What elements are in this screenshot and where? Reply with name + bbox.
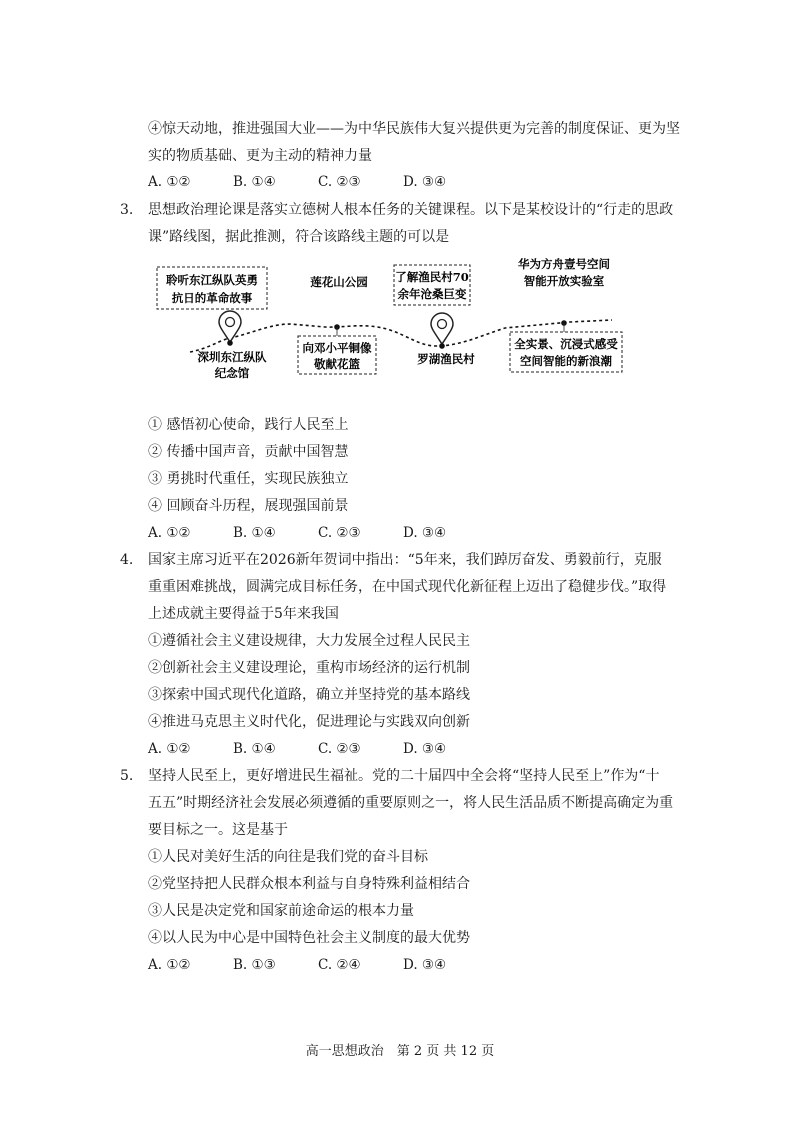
q4-number: 4. <box>120 552 134 568</box>
box3-line2: 余年沧桑巨变 <box>397 287 467 301</box>
q5-stem-line2: 五五”时期经济社会发展必须遵循的重要原则之一，将人民生活品质不断提高确定为重 <box>148 795 674 811</box>
q3-choice-a[interactable]: A. ①② <box>148 525 191 541</box>
loc4-line1: 华为方舟壹号空间 <box>518 257 610 271</box>
q2-choice-a[interactable]: A. ①② <box>148 174 191 190</box>
q4-stem-line1: 国家主席习近平在2026新年贺词中指出：“5年来，我们踔厉奋发、勇毅前行，克服 <box>148 552 662 568</box>
q5-choice-d[interactable]: D. ③④ <box>403 957 447 973</box>
q3-item-1: ① 感悟初心使命，践行人民至上 <box>148 417 349 433</box>
q4-choice-d[interactable]: D. ③④ <box>403 741 447 757</box>
box2-line1: 向邓小平铜像 <box>302 341 372 355</box>
q3-item-2: ② 传播中国声音，贡献中国智慧 <box>148 444 349 460</box>
q4-stem-line3: 上述成就主要得益于5年来我国 <box>148 606 339 622</box>
q4-item-2: ②创新社会主义建设理论，重构市场经济的运行机制 <box>148 660 470 676</box>
loc1-line2: 纪念馆 <box>214 366 250 380</box>
q5-choice-a[interactable]: A. ①② <box>148 957 191 973</box>
q5-item-2: ②党坚持把人民群众根本利益与自身特殊利益相结合 <box>148 876 470 892</box>
loc2-label: 莲花山公园 <box>310 275 368 289</box>
q4-choice-c[interactable]: C. ②③ <box>318 741 361 757</box>
loc3-label: 罗湖渔民村 <box>417 352 475 366</box>
q3-item-4: ④ 回顾奋斗历程，展现强国前景 <box>148 498 349 514</box>
q3-number: 3. <box>120 202 134 218</box>
q3-choices <box>148 523 446 543</box>
q3-choice-c[interactable]: C. ②③ <box>318 525 361 541</box>
q2-choice-d[interactable]: D. ③④ <box>403 174 447 190</box>
q2-option-4-line1: ④惊天动地，推进强国大业——为中华民族伟大复兴提供更为完善的制度保证、更为坚 <box>148 121 680 137</box>
q5-choice-c[interactable]: C. ②④ <box>318 957 361 973</box>
q2-choices <box>148 172 446 192</box>
q5-stem-line1: 坚持人民至上，更好增进民生福祉。党的二十届四中全会将“坚持人民至上”作为“十 <box>148 768 660 784</box>
q3-choice-d[interactable]: D. ③④ <box>403 525 447 541</box>
q4-item-3: ③探索中国式现代化道路，确立并坚持党的基本路线 <box>148 687 470 703</box>
q4-item-4: ④推进马克思主义时代化，促进理论与实践双向创新 <box>148 714 470 730</box>
box4-line1: 全实景、沉浸式感受 <box>514 337 618 351</box>
q4-choice-b[interactable]: B. ①④ <box>233 741 276 757</box>
q2-choice-b[interactable]: B. ①④ <box>233 174 276 190</box>
q5-choices <box>148 955 446 975</box>
route-map <box>150 250 630 380</box>
q2-option-4-line2: 实的物质基础、更为主动的精神力量 <box>148 148 372 164</box>
box4-line2: 空间智能的新浪潮 <box>520 354 612 368</box>
box2-line2: 敬献花篮 <box>314 357 360 371</box>
location-pin-icon <box>219 311 241 346</box>
q5-item-4: ④以人民为中心是中国特色社会主义制度的最大优势 <box>148 930 470 946</box>
box1-line2: 抗日的革命故事 <box>171 291 253 305</box>
q5-stem-line3: 要目标之一。这是基于 <box>148 822 288 838</box>
box3-line1: 了解渔民村70 <box>395 270 469 284</box>
q4-stem-line2: 重重困难挑战，圆满完成目标任务，在中国式现代化新征程上迈出了稳健步伐。”取得 <box>148 579 667 595</box>
q3-stem-line1: 思想政治理论课是落实立德树人根本任务的关键课程。以下是某校设计的“行走的思政 <box>148 202 674 218</box>
q2-choice-c[interactable]: C. ②③ <box>318 174 361 190</box>
box1-line1: 聆听东江纵队英勇 <box>166 273 258 287</box>
q5-item-1: ①人民对美好生活的向往是我们党的奋斗目标 <box>148 849 428 865</box>
q3-item-3: ③ 勇挑时代重任，实现民族独立 <box>148 471 349 487</box>
page-footer: 高一思想政治 第 2 页 共 12 页 <box>305 1044 495 1059</box>
q5-choice-b[interactable]: B. ①③ <box>233 957 276 973</box>
q5-item-3: ③人民是决定党和国家前途命运的根本力量 <box>148 903 414 919</box>
loc4-line2: 智能开放实验室 <box>523 274 605 288</box>
q4-item-1: ①遵循社会主义建设规律，大力发展全过程人民民主 <box>148 633 470 649</box>
location-pin-icon <box>431 313 453 349</box>
q4-choices <box>148 739 446 759</box>
q3-choice-b[interactable]: B. ①④ <box>233 525 276 541</box>
q4-choice-a[interactable]: A. ①② <box>148 741 191 757</box>
q3-stem-line2: 课”路线图，据此推测，符合该路线主题的可以是 <box>148 229 450 245</box>
loc1-line1: 深圳东江纵队 <box>197 350 267 364</box>
q5-number: 5. <box>120 768 134 784</box>
